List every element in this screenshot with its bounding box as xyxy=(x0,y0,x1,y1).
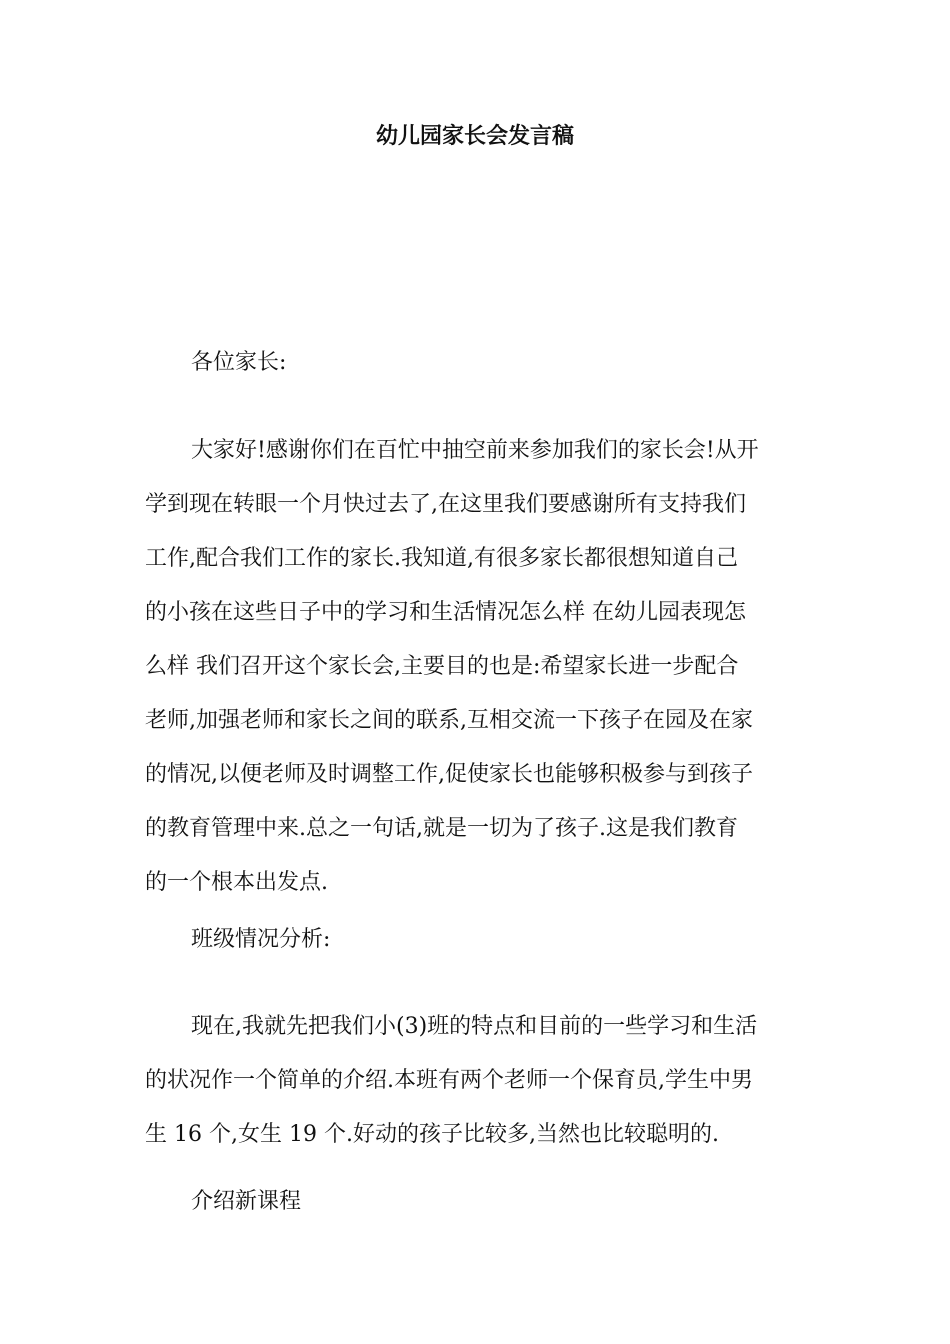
paragraph-class-status xyxy=(145,1000,815,1162)
paragraph-line: 的情况,以便老师及时调整工作,促使家长也能够积极参与到孩子 xyxy=(145,762,753,787)
paragraph-line: 的教育管理中来.总之一句话,就是一切为了孩子.这是我们教育 xyxy=(145,816,738,841)
paragraph-line: 老师,加强老师和家长之间的联系,互相交流一下孩子在园及在家 xyxy=(145,708,753,733)
section-heading-class-analysis: 班级情况分析: xyxy=(191,927,331,952)
document-title: 幼儿园家长会发言稿 xyxy=(375,123,574,149)
salutation: 各位家长: xyxy=(191,350,287,375)
paragraph-line: 生 16 个,女生 19 个.好动的孩子比较多,当然也比较聪明的. xyxy=(145,1122,719,1147)
paragraph-line: 的小孩在这些日子中的学习和生活情况怎么样 在幼儿园表现怎 xyxy=(145,600,746,625)
paragraph-line: 的状况作一个简单的介绍.本班有两个老师一个保育员,学生中男 xyxy=(145,1068,753,1093)
paragraph-line: 现在,我就先把我们小(3)班的特点和目前的一些学习和生活 xyxy=(191,1014,758,1039)
paragraph-intro xyxy=(145,424,815,910)
paragraph-line: 的一个根本出发点. xyxy=(145,870,328,895)
paragraph-line: 工作,配合我们工作的家长.我知道,有很多家长都很想知道自己 xyxy=(145,546,738,571)
salutation-block xyxy=(145,336,815,390)
section-heading-new-course: 介绍新课程 xyxy=(191,1189,302,1214)
paragraph-line: 么样 我们召开这个家长会,主要目的也是:希望家长进一步配合 xyxy=(145,654,739,679)
heading-class-block xyxy=(145,913,815,967)
paragraph-line: 学到现在转眼一个月快过去了,在这里我们要感谢所有支持我们 xyxy=(145,492,746,517)
heading-course-block xyxy=(145,1175,815,1229)
paragraph-line: 大家好!感谢你们在百忙中抽空前来参加我们的家长会!从开 xyxy=(191,438,759,463)
